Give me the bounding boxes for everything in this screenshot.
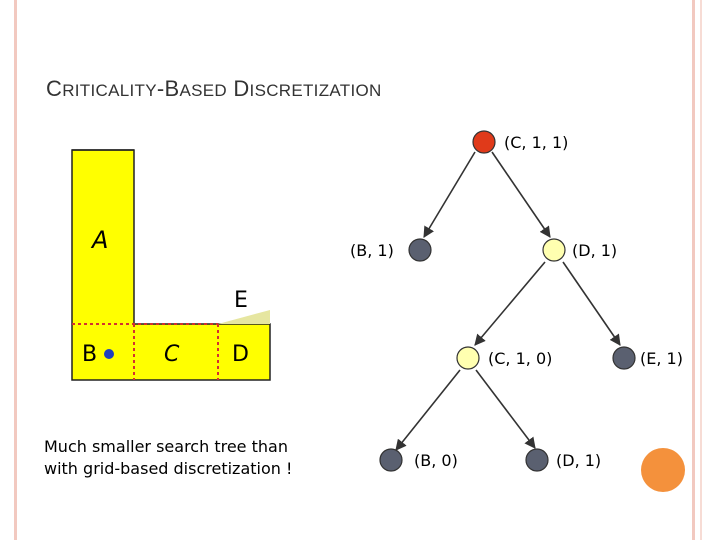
tree-node-c10 bbox=[457, 347, 479, 369]
tree-node-d1 bbox=[543, 239, 565, 261]
title-part: ISCRETIZATION bbox=[249, 81, 382, 100]
edge-c10-d1 bbox=[476, 370, 535, 448]
title-part: D bbox=[226, 76, 250, 101]
label-c10: (C, 1, 0) bbox=[488, 349, 553, 368]
title-part: RITICALITY bbox=[62, 81, 157, 100]
tree-labels bbox=[350, 133, 683, 470]
tree-edges bbox=[396, 152, 620, 450]
region-label-b: B bbox=[82, 342, 98, 367]
footnote-line: with grid-based discretization ! bbox=[44, 459, 293, 478]
title-part: ASED bbox=[179, 81, 227, 100]
region-label-c: C bbox=[164, 342, 180, 367]
edge-d1-e1 bbox=[563, 262, 620, 345]
footnote bbox=[44, 436, 292, 480]
label-b1: (B, 1) bbox=[350, 241, 394, 260]
region-label-a: A bbox=[92, 226, 109, 254]
tree-node-b0 bbox=[380, 449, 402, 471]
label-d1b: (D, 1) bbox=[556, 451, 602, 470]
edge-root-b1 bbox=[424, 152, 475, 237]
map bbox=[72, 150, 270, 380]
tree-node-root bbox=[473, 131, 495, 153]
edge-d1-c10 bbox=[475, 262, 545, 345]
tree-node-b1 bbox=[409, 239, 431, 261]
tree-nodes bbox=[380, 131, 685, 492]
edge-c10-b0 bbox=[396, 370, 460, 450]
label-e1: (E, 1) bbox=[640, 349, 683, 368]
tree-node-d1b bbox=[526, 449, 548, 471]
footnote-line: Much smaller search tree than bbox=[44, 437, 288, 456]
label-d1: (D, 1) bbox=[572, 241, 618, 260]
region-label-e: E bbox=[234, 288, 248, 313]
robot-marker bbox=[104, 349, 114, 359]
label-b0: (B, 0) bbox=[414, 451, 458, 470]
edge-root-d1 bbox=[492, 152, 550, 237]
region-label-d: D bbox=[232, 342, 249, 367]
title-part: -B bbox=[156, 76, 180, 101]
title-part: C bbox=[46, 76, 63, 101]
label-root: (C, 1, 1) bbox=[504, 133, 569, 152]
tree-node-goal bbox=[641, 448, 685, 492]
tree-node-e1 bbox=[613, 347, 635, 369]
